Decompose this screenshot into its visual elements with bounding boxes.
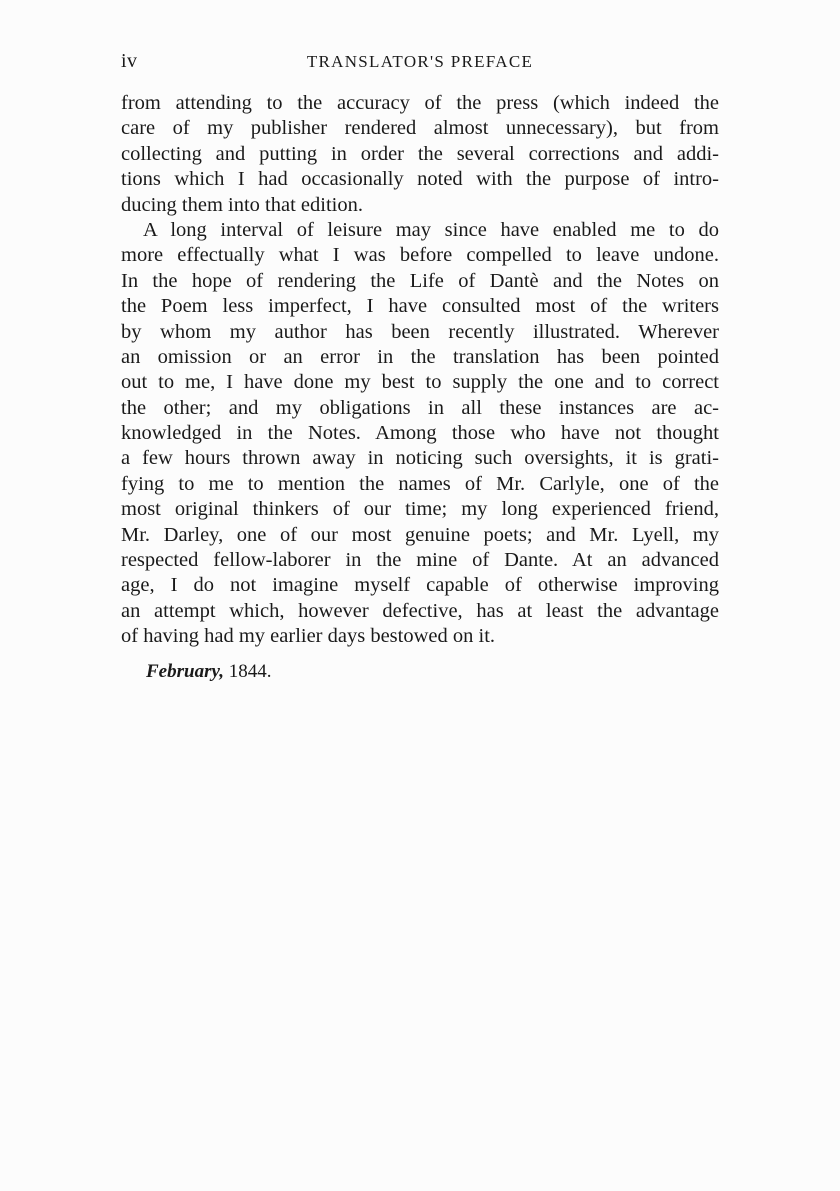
text-line: A long interval of leisure may since have enabled me to do (143, 218, 719, 241)
text-line: an attempt which, however defective, has at least the advantage (121, 599, 719, 622)
text-line: collecting and putting in order the several corrections and addi- (121, 142, 719, 165)
text-line: the Poem less imperfect, I have consulted most of the writers (121, 295, 719, 318)
text-line: tions which I had occasionally noted with the purpose of intro- (121, 168, 719, 191)
dateline-month: February, (146, 661, 224, 682)
text-line: most original thinkers of our time; my long experienced friend, (121, 498, 719, 521)
text-line: a few hours thrown away in noticing such oversights, it is grati- (121, 447, 719, 470)
text-line: from attending to the accuracy of the press (which indeed the (121, 92, 719, 114)
text-line: by whom my author has been recently illustrated. Wherever (121, 320, 719, 343)
running-title: TRANSLATOR'S PREFACE (306, 52, 534, 71)
text-line: respected fellow-laborer in the mine of Dante. At an advanced (121, 549, 719, 572)
text-line: out to me, I have done my best to supply the one and to correct (121, 371, 719, 394)
text-line: of having had my earlier days bestowed on it. (121, 625, 496, 648)
text-line: age, I do not imagine myself capable of otherwise improving (121, 574, 719, 597)
text-line: more effectually what I was before compelled to leave undone. (121, 244, 719, 267)
preface-body (121, 91, 719, 650)
running-head (121, 50, 719, 74)
text-line: In the hope of rendering the Life of Dantè and the Notes on (121, 269, 719, 292)
text-line: knowledged in the Notes. Among those who have not thought (121, 422, 719, 445)
text-line: the other; and my obligations in all these instances are ac- (121, 396, 719, 419)
page-number: iv (121, 50, 138, 72)
dateline-year: 1844. (228, 661, 272, 682)
text-line: care of my publisher rendered almost unnecessary), but from (121, 117, 719, 140)
dateline (146, 661, 271, 683)
text-line: ducing them into that edition. (121, 193, 363, 216)
text-line: fying to me to mention the names of Mr. Carlyle, one of the (121, 472, 719, 495)
text-line: an omission or an error in the translation has been pointed (121, 345, 719, 368)
text-line: Mr. Darley, one of our most genuine poets; and Mr. Lyell, my (121, 523, 719, 546)
